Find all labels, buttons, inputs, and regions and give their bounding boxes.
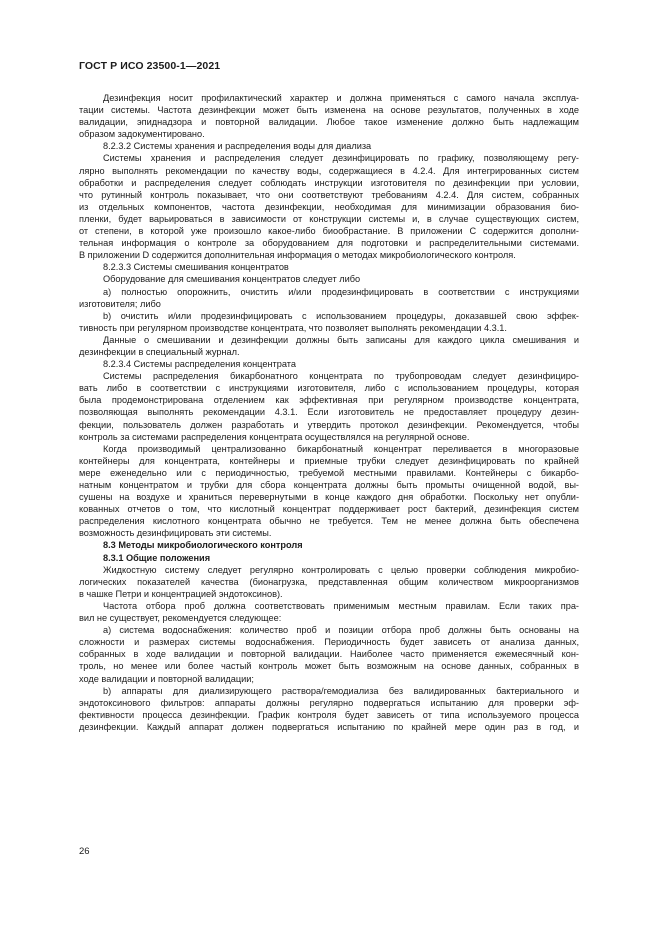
- text-line: В приложении D содержится дополнительная информация о методах микробиологического контроля.: [79, 250, 516, 261]
- text-line: изготовителя; либо: [79, 298, 161, 309]
- text-line: вать либо в соответствии с инструкциями изготовителя, либо с использованием процедуры, которая: [79, 383, 579, 394]
- text-line: возможность дезинфицировать эти системы.: [79, 528, 272, 539]
- list-item-b: b) очистить и/или продезинфицировать с использованием процедуры, доказавшей свою эффек-: [103, 310, 579, 321]
- text-line: натным концентратом и трубки для сбора концентрата должны быть промыты очищенной водой, вы-: [79, 480, 579, 490]
- text-line: фекции, пользователь должен разработать и утвердить протокол дезинфекции. Рекомендуется, чтобы: [79, 419, 579, 430]
- text-line: тации системы. Частота дезинфекции может быть изменена на основе результатов, полученных в ходе: [79, 105, 579, 116]
- text-line: образом задокументировано.: [79, 129, 205, 140]
- text-line: распределения кислотного концентрата обычно не требуется. Тем не менее должна быть обеспечена: [79, 516, 579, 527]
- text-line: валидации, эпиднадзора и повторной валидации. Любое такое изменение должно быть надлежащим: [79, 117, 579, 128]
- text-line: Когда производимый централизованно бикарбонатный концентрат переливается в многоразовые: [103, 443, 579, 454]
- section-heading-8-2-3-2: 8.2.3.2 Системы хранения и распределения воды для диализа: [103, 141, 372, 152]
- text-line: позволяющая выполнять рекомендации 4.3.1. Если изготовитель не предоставляет процедуру дезин-: [79, 407, 579, 418]
- text-line: Системы распределения бикарбонатного концентрата по трубопроводам следует дезинфициро-: [103, 371, 579, 382]
- text-line: Оборудование для смешивания концентратов следует либо: [103, 274, 361, 285]
- text-line: пленки, будет варьироваться в зависимости от конструкции системы и, в случае существующих систем,: [79, 213, 579, 224]
- text-line: контроль за системами распределения концентрата осуществлялся на регулярной основе.: [79, 431, 470, 442]
- text-line: тельная информация о контроле за оборудованием для подготовки и распределительными системами.: [79, 238, 579, 249]
- text-line: обработки и распределения следует соблюдать инструкции изготовителя по дезинфекции при условии,: [79, 177, 579, 188]
- text-line: лярно выполнять рекомендации по качеству воды, содержащиеся в 4.2.4. Для интегрированных систем: [79, 165, 579, 176]
- page-number: 26: [79, 846, 90, 857]
- section-heading-8-2-3-3: 8.2.3.3 Системы смешивания концентратов: [103, 262, 289, 273]
- text-line: контейнеры для концентрата, контейнеры и приемные трубки следует дезинфицировать по крайней: [79, 455, 579, 466]
- text-line: вил не существует, рекомендуется следующее:: [79, 613, 282, 624]
- text-line: Данные о смешивании и дезинфекции должны быть записаны для каждого цикла смешивания и: [103, 334, 579, 345]
- text-line: логических показателей качества (бионагрузка, представленная общим количеством микроорганизмов: [79, 576, 579, 587]
- text-line: троль, но менее или более частый контроль может быть возможным на основе данных, собранных в: [79, 661, 579, 672]
- text-line: дезинфекции. Каждый аппарат должен подвергаться испытанию по крайней мере один раз в год, и: [79, 721, 579, 732]
- text-line: от степени, в которой уже произошло какое-либо биообрастание. В приложении С содержится дополни-: [79, 226, 579, 237]
- list-item-a: a) полностью опорожнить, очистить и/или продезинфицировать в соответствии с инструкциями: [103, 286, 579, 297]
- text-line: Дезинфекция носит профилактический характер и должна применяться с самого начала эксплуа-: [103, 93, 579, 103]
- text-line: сушены на воздухе и храниться перевернутыми в конце каждого дня обработки. Поскольку нет опубли-: [79, 492, 579, 503]
- section-heading-8-3-1: 8.3.1 Общие положения: [103, 552, 211, 563]
- text-line: Жидкостную систему следует регулярно контролировать с целью проверки соблюдения микробио-: [103, 564, 579, 575]
- text-line: фективности процесса дезинфекции. График контроля будет зависеть от типа используемого процесса: [79, 709, 579, 720]
- text-line: в чашке Петри и концентрацией эндотоксинов).: [79, 588, 283, 599]
- document-body: [79, 92, 579, 733]
- text-line: дезинфекции в специальный журнал.: [79, 346, 240, 357]
- document-header: ГОСТ Р ИСО 23500-1—2021: [79, 60, 221, 72]
- text-line: мере еженедельно или с периодичностью, требуемой местными правилами. Контейнеры с бикарбо-: [79, 467, 579, 478]
- text-line: кованных отчетов о том, что кислотный концентрат поддерживает рост бактерий, дезинфекция систем: [79, 504, 579, 515]
- text-line: Частота отбора проб должна соответствовать применимым местным правилам. Если таких пра-: [103, 600, 579, 611]
- section-heading-8-3: 8.3 Методы микробиологического контроля: [103, 540, 303, 551]
- text-line: тивность при регулярном производстве концентрата, что позволяет выполнять рекомендации 4.3.1.: [79, 322, 507, 333]
- text-line: сложности и размерах системы водоснабжения. Периодичность будет зависеть от анализа данных,: [79, 637, 579, 648]
- text-line: из отдельных компонентов, частота дезинфекции, необходимая для минимизации образования био-: [79, 201, 579, 212]
- list-item-b: b) аппараты для диализирующего раствора/гемодиализа без валидированных бактериального и: [103, 685, 579, 696]
- text-line: Системы хранения и распределения следует дезинфицировать по графику, позволяющему регу-: [103, 153, 579, 164]
- text-line: эндотоксинового фильтров: аппараты должны регулярно подвергаться испытанию для проверки эф-: [79, 697, 579, 708]
- list-item-a: a) система водоснабжения: количество проб и позиции отбора проб должны быть основаны на: [103, 625, 579, 636]
- text-line: что рутинный контроль показывает, что они соответствуют требованиям 4.2.4. Для систем, собранных: [79, 189, 579, 200]
- text-line: собранных в ходе валидации и повторной валидации. Наиболее часто применяется ежемесячный кон-: [79, 649, 579, 660]
- section-heading-8-2-3-4: 8.2.3.4 Системы распределения концентрата: [103, 359, 296, 370]
- text-line: была продемонстрирована отделением как эффективная при регулярном производстве концентрата,: [79, 395, 579, 406]
- text-line: ходе валидации и повторной валидации;: [79, 673, 254, 684]
